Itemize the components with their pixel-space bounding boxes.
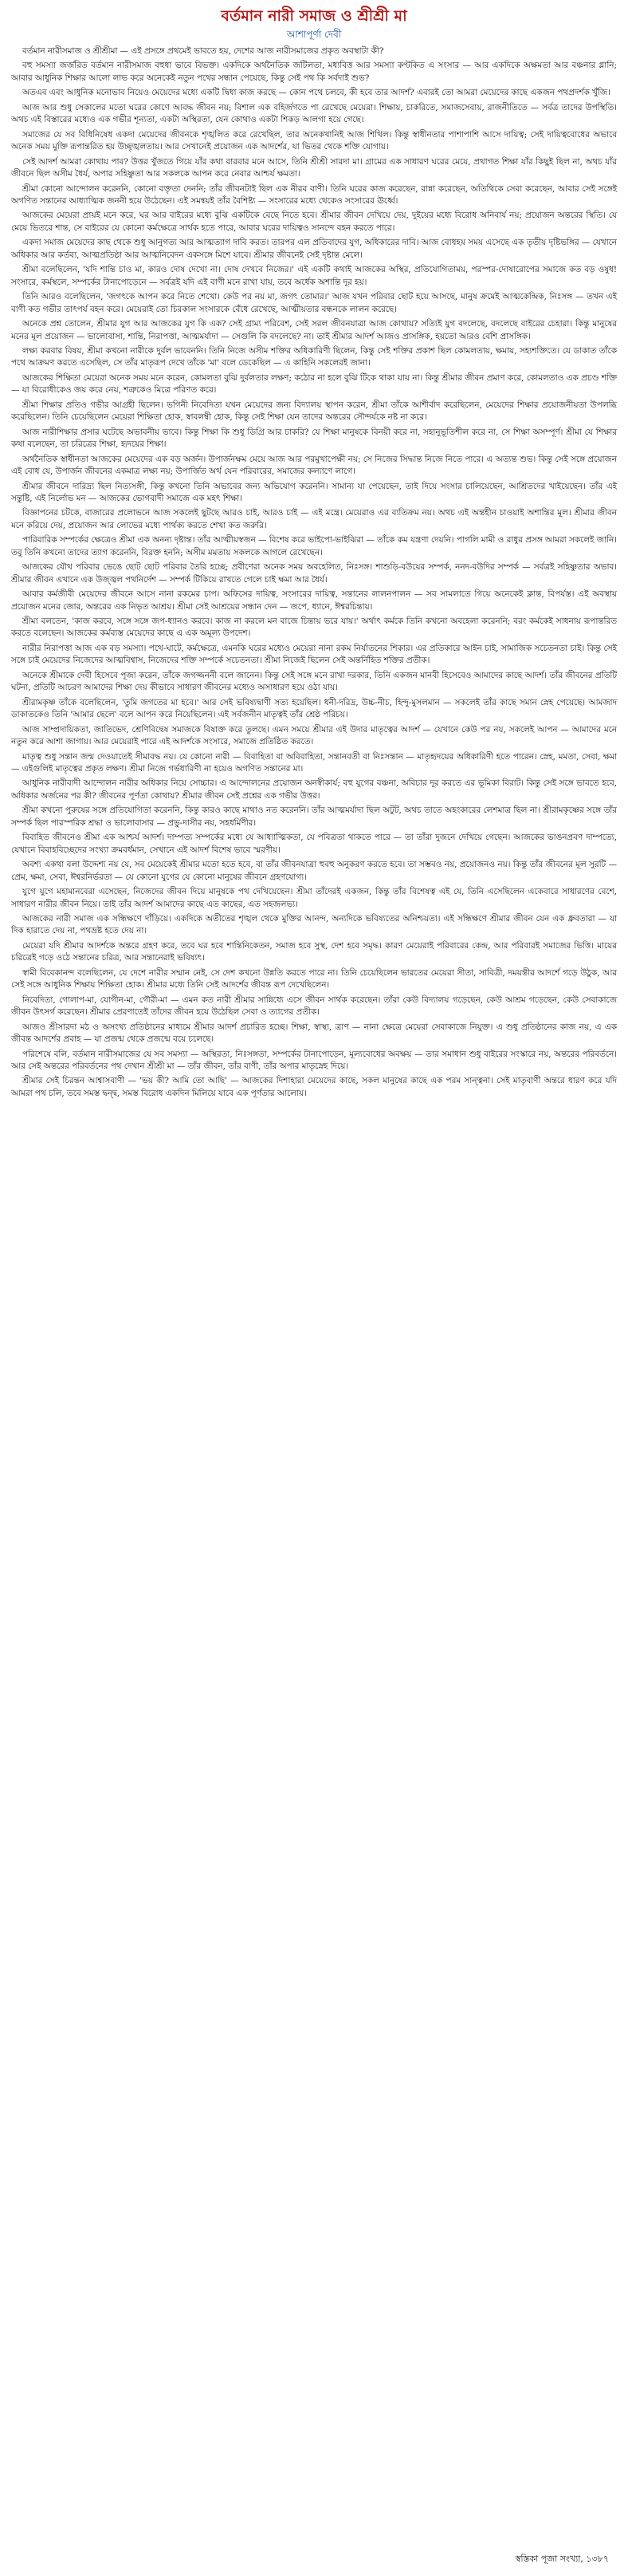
article-paragraph: আজকের মেয়েরা প্রায়ই মনে করে, ঘর আর বাইরের মধ্যে বুঝি একটিকে বেছে নিতে হবে। শ্রীমার জীবন দেখিয়ে দেয়, দুইয়ের মধ্যে বিরোধ অনিবার্য নয়; প্রয়োজন অন্তরের স্থিতি। যে মেয়ে ভিতরে শান্ত, সে বাইরের যে কোনো কর্মক্ষেত্রে সার্থক হতে পারে, আবার ঘরের দায়িত্বও সানন্দে বহন করতে পারে। (11, 211, 617, 233)
article-paragraph: লক্ষ্য করবার বিষয়, শ্রীমা কখনো নারীকে দুর্বল ভাবেননি। তিনি নিজে অসীম শক্তির অধিকারিণী ছিলেন, কিন্তু সেই শক্তির প্রকাশ ছিল কোমলতায়, ক্ষমায়, সহ্যশক্তিতে। যে ডাকাত তাঁকে পথে আক্রমণ করতে এসেছিল, সে তাঁর মাতৃরূপ দেখে তাঁকে 'মা' বলে ডেকেছিল — এ কাহিনি সকলেরই জানা। (11, 345, 617, 368)
article-paragraph: শ্রীমা বলেছিলেন, 'যদি শান্তি চাও মা, কারও দোষ দেখো না। দোষ দেখবে নিজের।' এই একটি কথাই আজকের অস্থির, প্রতিযোগিতাময়, পরস্পর-দোষারোপের সমাজে কত বড় ওষুধ! সংসারে, কর্মস্থলে, সম্পর্কের টানাপোড়েনে — সর্বত্রই যদি এই বাণী মনে রাখা যায়, তবে অর্ধেক অশান্তি দূর হয়। (11, 265, 617, 287)
article-paragraph: শ্রীরামকৃষ্ণ তাঁকে বলেছিলেন, 'তুমি জগতের মা হবে।' আর সেই ভবিষ্যদ্বাণী সত্য হয়েছিল। ধনী-দরিদ্র, উচ্চ-নীচ, হিন্দু-মুসলমান — সকলেই তাঁর কাছে সমান স্নেহ পেয়েছে। আমজাদ ডাকাতকেও তিনি 'আমার ছেলে' বলে আপন করে নিয়েছিলেন। এই সর্বজনীন মাতৃত্বই তাঁর শ্রেষ্ঠ পরিচয়। (11, 697, 617, 720)
article-paragraph: নারীর নিরাপত্তা আজ এক বড় সমস্যা। পথে-ঘাটে, কর্মক্ষেত্রে, এমনকি ঘরের মধ্যেও মেয়েরা নানা রকম নির্যাতনের শিকার। এর প্রতিকারে আইন চাই, সামাজিক সচেতনতা চাই। কিন্তু সেই সঙ্গে চাই মেয়েদের নিজেদের আত্মবিশ্বাস, নিজেদের শক্তি সম্পর্কে সচেতনতা। শ্রীমা নিজেই ছিলেন সেই অন্তর্নিহিত শক্তির প্রতীক। (11, 643, 617, 666)
article-paragraph: শ্রীমা কখনো পুরুষের সঙ্গে প্রতিযোগিতা করেননি, কিন্তু কারও কাছে মাথাও নত করেননি। তাঁর আত্মমর্যাদা ছিল অটুট, অথচ তাতে অহংকারের লেশমাত্র ছিল না। শ্রীরামকৃষ্ণের সঙ্গে তাঁর সম্পর্ক ছিল পারস্পরিক শ্রদ্ধা ও ভালোবাসার — প্রভু-দাসীর নয়, সহধর্মিণীর। (11, 805, 617, 828)
article-paragraph: তিনি আরও বলেছিলেন, 'জগৎকে আপন করে নিতে শেখো। কেউ পর নয় মা, জগৎ তোমার।' আজ যখন পরিবার ছোট হয়ে আসছে, মানুষ ক্রমেই আত্মকেন্দ্রিক, নিঃসঙ্গ — তখন এই বাণী কত গভীর তাৎপর্য বহন করে। মেয়েরাই তো চিরকাল সংসারকে বেঁধে রেখেছে, আত্মীয়তার বন্ধনকে লালন করেছে। (11, 292, 617, 314)
article-paragraph: নিবেদিতা, গোলাপ-মা, যোগীন-মা, গৌরী-মা — এমন কত নারী শ্রীমার সান্নিধ্যে এসে জীবন সার্থক করেছেন। তাঁরা কেউ বিদ্যালয় গড়েছেন, কেউ আশ্রম গড়েছেন, কেউ সেবাকাজে জীবন উৎসর্গ করেছেন। শ্রীমার প্রেরণাতেই তাঁদের জীবন হয়ে উঠেছিল সেবা ও ত্যাগের প্রতীক। (11, 995, 617, 1018)
article-paragraph: আজকের নারী সমাজ এক সন্ধিক্ষণে দাঁড়িয়ে। একদিকে অতীতের শৃঙ্খল থেকে মুক্তির আনন্দ, অন্যদিকে ভবিষ্যতের অনিশ্চয়তা। এই সন্ধিক্ষণে শ্রীমার জীবন যেন এক ধ্রুবতারা — যা দিক হারাতে দেয় না, পথভ্রষ্ট হতে দেয় না। (11, 914, 617, 936)
article-paragraph: স্বামী বিবেকানন্দ বলেছিলেন, যে দেশে নারীর সম্মান নেই, সে দেশ কখনো উন্নতি করতে পারে না। তিনি চেয়েছিলেন ভারতের মেয়েরা সীতা, সাবিত্রী, দময়ন্তীর আদর্শে গড়ে উঠুক, আর সেই সঙ্গে আধুনিক শিক্ষায় শিক্ষিতা হোক। শ্রীমার মধ্যে তিনি সেই আদর্শের জীবন্ত রূপ দেখেছিলেন। (11, 967, 617, 991)
article-paragraph: অনেকে প্রশ্ন তোলেন, শ্রীমার যুগ আর আজকের যুগ কি এক? সেই গ্রাম্য পরিবেশ, সেই সরল জীবনযাত্রা আজ কোথায়? সত্যিই যুগ বদলেছে, বদলেছে বাইরের চেহারা। কিন্তু মানুষের মনের মূল প্রয়োজন — ভালোবাসা, শান্তি, নিরাপত্তা, আত্মমর্যাদা — সেগুলি কি বদলেছে? না। তাই শ্রীমার আদর্শ আজও প্রাসঙ্গিক, হয়তো আরও বেশি প্রাসঙ্গিক। (11, 319, 617, 341)
article-paragraph: আজ নারীশিক্ষার প্রসার ঘটেছে অভাবনীয় ভাবে। কিন্তু শিক্ষা কি শুধু ডিগ্রি আর চাকরি? যে শিক্ষা মানুষকে বিনয়ী করে না, সহানুভূতিশীল করে না, সে শিক্ষা অসম্পূর্ণ। শ্রীমা যে শিক্ষার কথা বলেছেন, তা চরিত্রের শিক্ষা, হৃদয়ের শিক্ষা। (11, 427, 617, 450)
article-paragraph: মেয়েরা যদি শ্রীমার আদর্শকে অন্তরে গ্রহণ করে, তবে ঘর হবে শান্তিনিকেতন, সমাজ হবে সুস্থ, দেশ হবে সমৃদ্ধ। কারণ মেয়েরাই পরিবারের কেন্দ্র, আর পরিবারই সমাজের ভিত্তি। মায়ের চরিত্রেই গড়ে ওঠে সন্তানের চরিত্র, আর সন্তানেরাই ভবিষ্যৎ। (11, 940, 617, 963)
article-title: বর্তমান নারী সমাজ ও শ্রীশ্রী মা (221, 7, 407, 25)
article-paragraph: অর্থনৈতিক স্বাধীনতা আজকের মেয়েদের এক বড় অর্জন। উপার্জনক্ষম মেয়ে আজ আর পরমুখাপেক্ষী নয়; সে নিজের সিদ্ধান্ত নিজে নিতে পারে। এ অত্যন্ত শুভ। কিন্তু সেই সঙ্গে প্রয়োজন এই বোধ যে, উপার্জন জীবনের একমাত্র লক্ষ্য নয়; উপার্জিত অর্থ যেন পরিবারের, সমাজের কল্যাণে লাগে। (11, 454, 617, 477)
article-paragraph: শ্রীমার জীবনে দারিদ্র্য ছিল নিত্যসঙ্গী, কিন্তু কখনো তিনি অভাবের জন্য অভিযোগ করেননি। সামান্য যা পেয়েছেন, তাই দিয়ে সংসার চালিয়েছেন, আশ্রিতদের খাইয়েছেন। তাঁর এই সন্তুষ্টি, এই নির্লোভ মন — আজকের ভোগবাদী সমাজে এক মহৎ শিক্ষা। (11, 481, 617, 503)
article-paragraph: বিজ্ঞাপনের চটকে, বাজারের প্রলোভনে আজ সকলেই ছুটছে আরও চাই, আরও চাই — এই মন্ত্রে। মেয়েরাও এর ব্যতিক্রম নয়। অথচ এই অন্তহীন চাওয়াই অশান্তির মূল। শ্রীমার জীবন মনে করিয়ে দেয়, প্রয়োজন আর লোভের মধ্যে পার্থক্য করতে শেখা কত জরুরি। (11, 508, 617, 530)
article-paragraph: আধুনিক নারীবাদী আন্দোলন নারীর অধিকার নিয়ে সোচ্চার। এ আন্দোলনের প্রয়োজন অনস্বীকার্য; বহু যুগের বঞ্চনা, অবিচার দূর করতে এর ভূমিকা বিরাট। কিন্তু সেই সঙ্গে ভাবতে হবে, অধিকার অর্জনের পর কী? জীবনের পূর্ণতা কোথায়? শ্রীমার জীবন সেই প্রশ্নের এক গভীর উত্তর। (11, 778, 617, 801)
article-paragraph: সেই আদর্শ আমরা কোথায় পাব? উত্তর খুঁজতে গিয়ে যাঁর কথা বারবার মনে আসে, তিনি শ্রীশ্রী সারদা মা। গ্রামের এক সাধারণ ঘরের মেয়ে, প্রথাগত শিক্ষা যাঁর কিছুই ছিল না, অথচ যাঁর জীবনে ছিল অসীম ধৈর্য, অপার সহিষ্ণুতা আর সকলকে আপন করে নেবার আশ্চর্য ক্ষমতা। (11, 156, 617, 179)
article-paragraph: অবশ্য একথা বলা উদ্দেশ্য নয় যে, সব মেয়েকেই শ্রীমার মতো হতে হবে, বা তাঁর জীবনযাত্রা হুবহু অনুকরণ করতে হবে। তা সম্ভবও নয়, প্রয়োজনও নয়। কিন্তু তাঁর জীবনের মূল সুরটি — প্রেম, ক্ষমা, সেবা, ঈশ্বরনির্ভরতা — যে কোনো যুগের যে কোনো মানুষের জীবনে গ্রহণযোগ্য। (11, 860, 617, 882)
article-paragraph: শ্রীমা শিক্ষার প্রতিও গভীর আগ্রহী ছিলেন। ভগিনী নিবেদিতা যখন মেয়েদের জন্য বিদ্যালয় স্থাপন করেন, শ্রীমা তাঁকে আশীর্বাদ করেছিলেন, মেয়েদের শিক্ষার প্রয়োজনীয়তা উপলব্ধি করেছিলেন। তিনি চেয়েছিলেন মেয়েরা শিক্ষিতা হোক, স্বাবলম্বী হোক, কিন্তু সেই শিক্ষা যেন তাদের অন্তরের সৌন্দর্যকে নষ্ট না করে। (11, 400, 617, 423)
article-paragraph: পরিশেষে বলি, বর্তমান নারীসমাজের যে সব সমস্যা — অস্থিরতা, নিঃসঙ্গতা, সম্পর্কের টানাপোড়েন, মূল্যবোধের অবক্ষয় — তার সমাধান শুধু বাইরের সংস্কারে নয়, অন্তরের পরিবর্তনে। আর সেই অন্তরের পরিবর্তনের পথ দেখান শ্রীশ্রী মা — তাঁর জীবন, তাঁর বাণী, তাঁর অপার মাতৃস্নেহ দিয়ে। (11, 1049, 617, 1071)
article-paragraph: আজ সাম্প্রদায়িকতা, জাতিভেদ, শ্রেণিবিদ্বেষ সমাজকে বিষাক্ত করে তুলছে। এমন সময়ে শ্রীমার এই উদার মাতৃত্বের আদর্শ — যেখানে কেউ পর নয়, সকলেই আপন — আমাদের মনে নতুন করে আশা জাগায়। আর মেয়েরাই পারে এই আদর্শকে সংসারে, সমাজে প্রতিষ্ঠিত করতে। (11, 724, 617, 747)
article-source: স্বস্তিকা পূজা সংখ্যা, ১৩৮৭ (515, 2554, 609, 2564)
article-paragraph: যুগে যুগে মহামানবেরা এসেছেন, নিজেদের জীবন দিয়ে মানুষকে পথ দেখিয়েছেন। শ্রীমা তাঁদেরই একজন, কিন্তু তাঁর বিশেষত্ব এই যে, তিনি এসেছিলেন একেবারে সাধারণের বেশে, সাধারণ নারীর জীবন নিয়ে। তাই তাঁর আদর্শ আমাদের কাছে এত কাছের, এত সহজলভ্য। (11, 887, 617, 909)
article-paragraph: পারিবারিক সম্পর্কের ক্ষেত্রেও শ্রীমা এক অনন্য দৃষ্টান্ত। তাঁর আত্মীয়স্বজন — বিশেষ করে ভাইপো-ভাইঝিরা — তাঁকে কম যন্ত্রণা দেয়নি। পাগলি মামী ও রাধুর প্রসঙ্গ আমরা সকলেই জানি। তবু তিনি কখনো তাদের ত্যাগ করেননি, বিরক্ত হননি; অসীম মমতায় সকলকে আগলে রেখেছেন। (11, 535, 617, 557)
article-paragraph: একদা সমাজ মেয়েদের কাছ থেকে শুধু আনুগত্য আর আত্মত্যাগ দাবি করত। তারপর এল প্রতিবাদের যুগ, অধিকারের দাবি। আজ বোধহয় সময় এসেছে এক তৃতীয় দৃষ্টিভঙ্গির — যেখানে অধিকার আর কর্তব্য, আত্মপ্রতিষ্ঠা আর আত্মনিবেদন একসঙ্গে মিশে যাবে। শ্রীমার জীবনেই সেই দৃষ্টান্ত মেলে। (11, 238, 617, 260)
article-paragraph: আবার কর্মজীবী মেয়েদের জীবনে আসে নানা রকমের চাপ। অফিসের দায়িত্ব, সংসারের দায়িত্ব, সন্তানের লালনপালন — সব সামলাতে গিয়ে অনেকেই ক্লান্ত, বিপর্যস্ত। এই অবস্থায় প্রয়োজন মনের জোর, অন্তরের এক নিভৃত আশ্রয়। শ্রীমা সেই আশ্রয়ের সন্ধান দেন — জপে, ধ্যানে, ঈশ্বরচিন্তায়। (11, 589, 617, 612)
article-paragraph: বর্তমান নারীসমাজ ও শ্রীশ্রীমা — এই প্রসঙ্গে প্রথমেই ভাবতে হয়, দেশের আজ নারীসমাজের প্রকৃত অবস্থাটা কী? (22, 46, 384, 56)
article-paragraph: আজও শ্রীসারদা মঠ ও অসংখ্য প্রতিষ্ঠানের মাধ্যমে শ্রীমার আদর্শ প্রচারিত হচ্ছে। শিক্ষা, স্বাস্থ্য, ত্রাণ — নানা ক্ষেত্রে মেয়েরা সেবাকাজে নিযুক্ত। এ শুধু প্রতিষ্ঠানের কাজ নয়, এ এক জীবন্ত আদর্শের প্রবাহ — যা প্রজন্ম থেকে প্রজন্মে বয়ে চলেছে। (11, 1022, 617, 1045)
article-paragraph: শ্রীমা বলতেন, 'কাজ করবে, সঙ্গে সঙ্গে জপ-ধ্যানও করবে। কাজ না করলে মন বাজে চিন্তায় ভরে যায়।' অর্থাৎ কর্মকে তিনি কখনো অবহেলা করেননি; বরং কর্মকেই সাধনায় রূপান্তরিত করতে বলেছেন। আজকের কর্মব্যস্ত মেয়েদের কাছে এ এক অমূল্য উপদেশ। (11, 616, 617, 639)
article-paragraph: শ্রীমার সেই চিরন্তন আশ্বাসবাণী — 'ভয় কী? আমি তো আছি' — আজকের দিশাহারা মেয়েদের কাছে, সকল মানুষের কাছে এক পরম সান্ত্বনা। সেই মাতৃবাণী অন্তরে ধারণ করে যদি আমরা পথ চলি, তবে সমস্ত দ্বন্দ্ব, সমস্ত বিরোধ একদিন মিলিয়ে যাবে এক পূর্ণতার আলোয়। (11, 1076, 617, 1098)
article-paragraph: সমাজের যে সব বিধিনিষেধ একদা মেয়েদের জীবনকে শৃঙ্খলিত করে রেখেছিল, তার অনেকখানিই আজ শিথিল। কিন্তু স্বাধীনতার পাশাপাশি আসে দায়িত্ব; সেই দায়িত্ববোধের অভাবে অনেক সময় মুক্তি রূপান্তরিত হয় উচ্ছৃঙ্খলতায়। আর সেখানেই প্রয়োজন এক আদর্শের, যা ভিতর থেকে শক্তি যোগায়। (11, 129, 617, 152)
article-paragraph: বিবাহিত জীবনেও শ্রীমা এক আশ্চর্য আদর্শ। দাম্পত্য সম্পর্কের মধ্যে যে আধ্যাত্মিকতা, যে পবিত্রতা থাকতে পারে — তা তাঁরা দুজনে দেখিয়ে গেছেন। আজকের ভাঙনপ্রবণ দাম্পত্যে, যেখানে বিবাহবিচ্ছেদের সংখ্যা ক্রমবর্ধমান, সেখানে এই আদর্শ বিশেষ ভাবে স্মরণীয়। (11, 833, 617, 855)
article-paragraph: বহু সমস্যা জর্জরিত বর্তমান নারীসমাজ বহুধা ভাবে বিভক্ত। একদিকে অর্থনৈতিক জটিলতা, মধ্যবিত্ত আর সমস্যা কণ্টকিত এ সংসার — আর একদিকে অক্ষমতা আর বঞ্চনার গ্লানি; আবার আধুনিক শিক্ষার আলো লাভ করে অনেকেই নতুন পথের সন্ধান পেয়েছে, কিন্তু সেই পথ কি সর্বদাই শুভ? (11, 61, 617, 83)
article-paragraph: অনেকে শ্রীমাকে দেবী হিসেবে পূজা করেন, তাঁকে জগজ্জননী বলে জানেন। কিন্তু সেই সঙ্গে মনে রাখা দরকার, তিনি একজন মানবী হিসেবেও আমাদের কাছে আদর্শ। তাঁর জীবনের প্রতিটি ঘটনা, প্রতিটি আচরণ আমাদের শিক্ষা দেয় কীভাবে সাধারণ জীবনের মধ্যেও অসাধারণ হয়ে ওঠা যায়। (11, 670, 617, 693)
article-paragraph: আজ আর শুধু সেকালের মতো ঘরের কোণে আবদ্ধ জীবন নয়; বিশাল এক বহির্জগতে পা রেখেছে মেয়েরা। শিক্ষায়, চাকরিতে, সমাজসেবায়, রাজনীতিতে — সর্বত্র তাদের উপস্থিতি। অথচ এই বিস্তারের মধ্যেও এক গভীর শূন্যতা, একটা অস্থিরতা, যেন কোথাও একটা শিকড় আলগা হয়ে গেছে। (11, 102, 617, 125)
article-paragraph: আজকের শিক্ষিতা মেয়েরা অনেক সময় মনে করেন, কোমলতা বুঝি দুর্বলতার লক্ষণ; কঠোর না হলে বুঝি টিকে থাকা যায় না। কিন্তু শ্রীমার জীবন প্রমাণ করে, কোমলতাও এক প্রচণ্ড শক্তি — যা বিরোধীকেও জয় করে নেয়, শত্রুকেও মিত্রে পরিণত করে। (11, 372, 617, 396)
article-paragraph: অতএব এবং আধুনিক মনোভাব নিয়েও মেয়েদের মধ্যে একটি দ্বিধা কাজ করছে — কোন পথে চলবে, কী হবে তার আদর্শ? এবারই তো আমরা মেয়েদের কাছে একজন পথপ্রদর্শক খুঁজি। (22, 88, 610, 98)
article-body (11, 45, 617, 1100)
article-paragraph: মাতৃত্ব শুধু সন্তান জন্ম দেওয়াতেই সীমাবদ্ধ নয়। যে কোনো নারী — বিবাহিতা বা অবিবাহিতা, সন্তানবতী বা নিঃসন্তান — মাতৃহৃদয়ের অধিকারিণী হতে পারেন। স্নেহ, মমতা, সেবা, ক্ষমা — এইগুলিই মাতৃত্বের প্রকৃত লক্ষণ। শ্রীমা নিজে গর্ভধারিণী না হয়েও অগণিত সন্তানের মা। (11, 751, 617, 774)
article-paragraph: শ্রীমা কোনো আন্দোলন করেননি, কোনো বক্তৃতা দেননি; তাঁর জীবনটাই ছিল এক নীরব বাণী। তিনি ঘরের কাজ করেছেন, রান্না করেছেন, অতিথিকে সেবা করেছেন, আবার সেই সঙ্গেই অগণিত সন্তানের আধ্যাত্মিক জননী হয়ে উঠেছেন। এই সমন্বয়ই তাঁর বৈশিষ্ট্য — সংসারের মধ্যে থেকেও সংসারের ঊর্ধ্বে। (11, 183, 617, 206)
article-author: আশাপূর্ণা দেবী (286, 29, 342, 40)
article-paragraph: আজকের যৌথ পরিবার ভেঙে ছোট ছোট পরিবার তৈরি হচ্ছে; প্রবীণেরা অনেক সময় অবহেলিত, নিঃসঙ্গ। শাশুড়ি-বউয়ের সম্পর্ক, ননদ-বউদির সম্পর্ক — সর্বত্রই সহিষ্ণুতার অভাব। শ্রীমার জীবন এখানে এক উজ্জ্বল পথনির্দেশ — সম্পর্ক টিকিয়ে রাখতে গেলে চাই ক্ষমা আর ধৈর্য। (11, 562, 617, 585)
